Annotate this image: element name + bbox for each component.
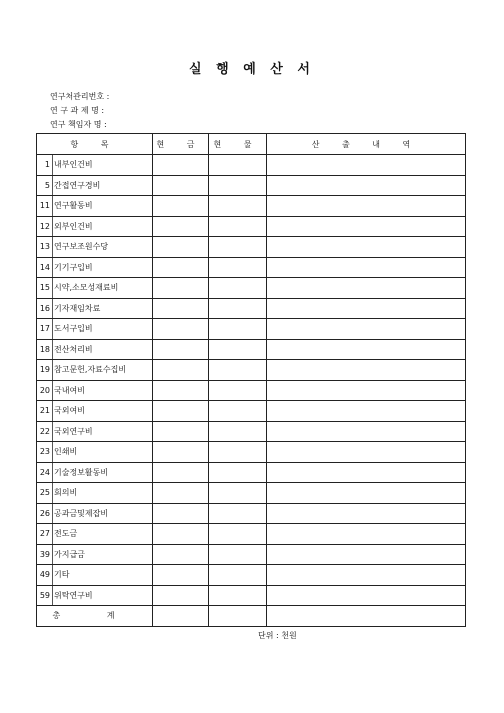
row-cash-cell[interactable] [153, 298, 209, 319]
row-detail-cell[interactable] [267, 503, 466, 524]
row-code: 16 [37, 298, 53, 319]
table-row [37, 565, 466, 586]
row-detail-cell[interactable] [267, 319, 466, 340]
row-detail-cell[interactable] [267, 483, 466, 504]
table-row [37, 298, 466, 319]
row-inkind-cell[interactable] [209, 339, 267, 360]
row-detail-cell[interactable] [267, 175, 466, 196]
table-row [37, 401, 466, 422]
table-row [37, 237, 466, 258]
page-title: 실 행 예 산 서 [189, 62, 315, 77]
row-cash-cell[interactable] [153, 585, 209, 606]
table-row [37, 524, 466, 545]
meta-block [50, 90, 109, 132]
row-item-name: 도서구입비 [53, 319, 153, 340]
row-code: 49 [37, 565, 53, 586]
row-inkind-cell[interactable] [209, 380, 267, 401]
row-item-name: 가지급금 [53, 544, 153, 565]
row-code: 23 [37, 442, 53, 463]
row-detail-cell[interactable] [267, 380, 466, 401]
row-detail-cell[interactable] [267, 421, 466, 442]
row-detail-cell[interactable] [267, 196, 466, 217]
row-detail-cell[interactable] [267, 524, 466, 545]
row-cash-cell[interactable] [153, 319, 209, 340]
row-code: 14 [37, 257, 53, 278]
total-inkind-cell[interactable] [209, 606, 267, 627]
row-item-name: 국외여비 [53, 401, 153, 422]
row-code: 11 [37, 196, 53, 217]
row-item-name: 국내여비 [53, 380, 153, 401]
row-inkind-cell[interactable] [209, 360, 267, 381]
row-item-name: 공과금및제잡비 [53, 503, 153, 524]
row-cash-cell[interactable] [153, 544, 209, 565]
row-item-name: 간접연구경비 [53, 175, 153, 196]
row-detail-cell[interactable] [267, 565, 466, 586]
row-cash-cell[interactable] [153, 360, 209, 381]
row-code: 19 [37, 360, 53, 381]
row-code: 1 [37, 155, 53, 176]
table-row [37, 319, 466, 340]
row-detail-cell[interactable] [267, 339, 466, 360]
row-code: 13 [37, 237, 53, 258]
row-inkind-cell[interactable] [209, 401, 267, 422]
row-item-name: 시약,소모성재료비 [53, 278, 153, 299]
row-cash-cell[interactable] [153, 257, 209, 278]
row-detail-cell[interactable] [267, 401, 466, 422]
row-cash-cell[interactable] [153, 503, 209, 524]
header-detail: 산 출 내 역 [267, 134, 466, 155]
row-code: 27 [37, 524, 53, 545]
row-code: 5 [37, 175, 53, 196]
row-inkind-cell[interactable] [209, 298, 267, 319]
row-item-name: 참고문헌,자료수집비 [53, 360, 153, 381]
table-row [37, 360, 466, 381]
row-cash-cell[interactable] [153, 565, 209, 586]
project-name-label: 연 구 과 제 명 : [50, 106, 105, 115]
total-detail-cell[interactable] [267, 606, 466, 627]
row-cash-cell[interactable] [153, 524, 209, 545]
row-item-name: 기술정보활동비 [53, 462, 153, 483]
row-item-name: 기기구입비 [53, 257, 153, 278]
row-inkind-cell[interactable] [209, 503, 267, 524]
table-row [37, 155, 466, 176]
table-row [37, 380, 466, 401]
row-inkind-cell[interactable] [209, 278, 267, 299]
row-inkind-cell[interactable] [209, 196, 267, 217]
row-code: 22 [37, 421, 53, 442]
row-cash-cell[interactable] [153, 483, 209, 504]
table-header-row [37, 134, 466, 155]
row-cash-cell[interactable] [153, 196, 209, 217]
row-inkind-cell[interactable] [209, 175, 267, 196]
table-row [37, 462, 466, 483]
row-inkind-cell[interactable] [209, 524, 267, 545]
row-detail-cell[interactable] [267, 442, 466, 463]
header-item: 항 목 [37, 134, 153, 155]
row-detail-cell[interactable] [267, 278, 466, 299]
total-cash-cell[interactable] [153, 606, 209, 627]
row-item-name: 전도금 [53, 524, 153, 545]
row-item-name: 기자재임차료 [53, 298, 153, 319]
total-label: 총 계 [37, 606, 153, 627]
table-row [37, 544, 466, 565]
row-cash-cell[interactable] [153, 237, 209, 258]
row-code: 20 [37, 380, 53, 401]
row-cash-cell[interactable] [153, 401, 209, 422]
total-row [37, 606, 466, 627]
row-item-name: 국외연구비 [53, 421, 153, 442]
row-item-name: 위탁연구비 [53, 585, 153, 606]
row-inkind-cell[interactable] [209, 565, 267, 586]
row-item-name: 회의비 [53, 483, 153, 504]
row-detail-cell[interactable] [267, 360, 466, 381]
table-row [37, 503, 466, 524]
mgmt-no-label: 연구처관리번호 : [50, 92, 110, 101]
row-item-name: 연구보조원수당 [53, 237, 153, 258]
row-inkind-cell[interactable] [209, 319, 267, 340]
row-inkind-cell[interactable] [209, 483, 267, 504]
row-item-name: 인쇄비 [53, 442, 153, 463]
row-inkind-cell[interactable] [209, 585, 267, 606]
row-code: 17 [37, 319, 53, 340]
table-row [37, 278, 466, 299]
row-code: 21 [37, 401, 53, 422]
row-cash-cell[interactable] [153, 339, 209, 360]
row-inkind-cell[interactable] [209, 155, 267, 176]
row-detail-cell[interactable] [267, 237, 466, 258]
row-detail-cell[interactable] [267, 585, 466, 606]
table-row [37, 216, 466, 237]
row-inkind-cell[interactable] [209, 421, 267, 442]
row-item-name: 전산처리비 [53, 339, 153, 360]
table-row [37, 175, 466, 196]
row-detail-cell[interactable] [267, 257, 466, 278]
table-row [37, 421, 466, 442]
row-cash-cell[interactable] [153, 216, 209, 237]
row-inkind-cell[interactable] [209, 237, 267, 258]
table-row [37, 196, 466, 217]
row-item-name: 기타 [53, 565, 153, 586]
header-inkind: 현 물 [209, 134, 267, 155]
row-cash-cell[interactable] [153, 278, 209, 299]
lead-researcher-label: 연구 책임자 명 : [50, 120, 107, 129]
row-code: 59 [37, 585, 53, 606]
row-detail-cell[interactable] [267, 298, 466, 319]
row-cash-cell[interactable] [153, 175, 209, 196]
table-row [37, 257, 466, 278]
row-cash-cell[interactable] [153, 462, 209, 483]
table-row [37, 442, 466, 463]
table-row [37, 585, 466, 606]
row-code: 15 [37, 278, 53, 299]
row-detail-cell[interactable] [267, 462, 466, 483]
row-cash-cell[interactable] [153, 380, 209, 401]
row-code: 26 [37, 503, 53, 524]
row-detail-cell[interactable] [267, 544, 466, 565]
row-inkind-cell[interactable] [209, 544, 267, 565]
row-cash-cell[interactable] [153, 442, 209, 463]
table-row [37, 483, 466, 504]
row-inkind-cell[interactable] [209, 442, 267, 463]
header-cash: 현 금 [153, 134, 209, 155]
row-code: 18 [37, 339, 53, 360]
row-code: 39 [37, 544, 53, 565]
table-row [37, 339, 466, 360]
row-code: 24 [37, 462, 53, 483]
row-detail-cell[interactable] [267, 155, 466, 176]
unit-note: 단위 : 천원 [258, 631, 297, 640]
row-item-name: 외부인건비 [53, 216, 153, 237]
row-inkind-cell[interactable] [209, 216, 267, 237]
row-cash-cell[interactable] [153, 155, 209, 176]
row-item-name: 연구활동비 [53, 196, 153, 217]
row-inkind-cell[interactable] [209, 462, 267, 483]
row-code: 12 [37, 216, 53, 237]
row-code: 25 [37, 483, 53, 504]
row-inkind-cell[interactable] [209, 257, 267, 278]
budget-table [36, 133, 466, 627]
row-detail-cell[interactable] [267, 216, 466, 237]
row-cash-cell[interactable] [153, 421, 209, 442]
row-item-name: 내부인건비 [53, 155, 153, 176]
